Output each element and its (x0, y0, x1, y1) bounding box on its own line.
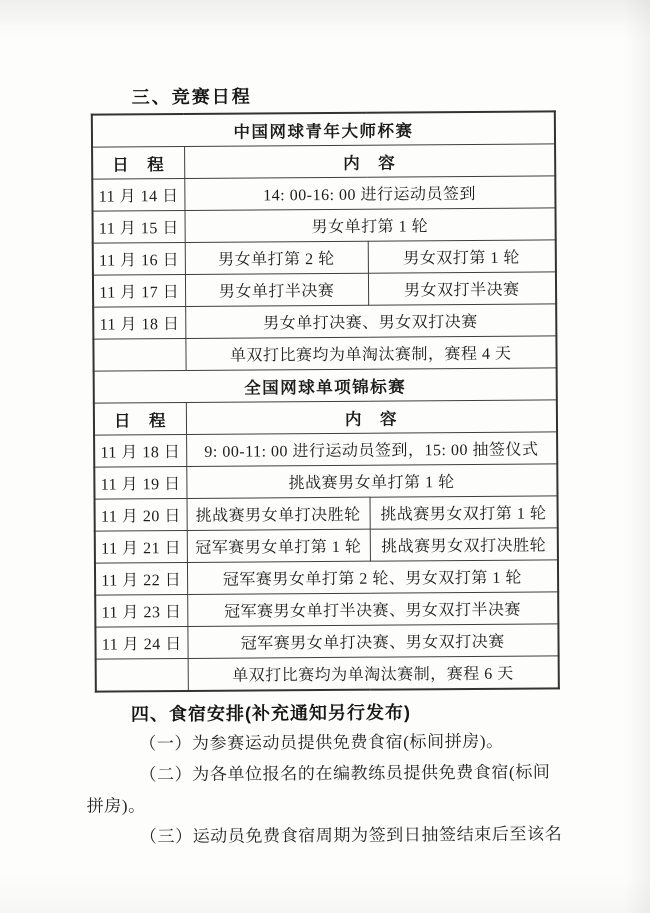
date-cell: 11 月 17 日 (93, 274, 185, 307)
section-heading-schedule: 三、竞赛日程 (131, 86, 252, 108)
table-row (94, 432, 557, 467)
date-cell: 11 月 23 日 (95, 594, 187, 627)
paragraph-line: 拼房)。 (86, 796, 146, 816)
date-cell: 11 月 18 日 (94, 434, 186, 467)
header-date: 日 程 (94, 402, 186, 435)
table-row (92, 111, 555, 147)
table-row (92, 176, 555, 211)
content-cell: 冠军赛男女单打半决赛、男女双打半决赛 (187, 592, 558, 627)
paragraph-3 (87, 818, 573, 852)
paragraph-1 (86, 725, 572, 759)
date-cell: 11 月 21 日 (95, 530, 187, 563)
schedule-table (91, 110, 560, 692)
note-cell: 单双打比赛均为单淘汰赛制，赛程 6 天 (188, 656, 559, 691)
date-cell: 11 月 18 日 (93, 306, 185, 339)
table-row (95, 496, 558, 531)
header-content: 内 容 (186, 400, 557, 435)
content-cell-right: 挑战赛男女双打第 1 轮 (370, 496, 558, 529)
content-cell-right: 男女双打第 1 轮 (368, 240, 556, 273)
tournament-title-masters: 中国网球青年大师杯赛 (92, 111, 555, 147)
content-cell-left: 男女单打第 2 轮 (185, 241, 368, 274)
paragraph-2 (86, 756, 572, 821)
content-cell-right: 男女双打半决赛 (368, 272, 556, 305)
date-cell: 11 月 24 日 (95, 626, 187, 659)
table-row (93, 272, 556, 307)
header-date: 日 程 (92, 146, 184, 179)
paragraph-line: （二）为各单位报名的在编教练员提供免费食宿(标间 (139, 762, 551, 785)
note-cell: 单双打比赛均为单淘汰赛制，赛程 4 天 (185, 336, 556, 371)
table-row (94, 368, 557, 403)
content-cell: 冠军赛男女单打第 2 轮、男女双打第 1 轮 (187, 560, 558, 595)
date-cell: 11 月 22 日 (95, 562, 187, 595)
table-row (94, 400, 557, 435)
empty-date-cell (96, 658, 188, 691)
section-heading-accommodation: 四、食宿安排(补充通知另行发布) (130, 702, 412, 725)
table-row (93, 336, 556, 371)
date-cell: 11 月 16 日 (93, 242, 185, 275)
date-cell: 11 月 19 日 (94, 466, 186, 499)
content-cell: 冠军赛男女单打决赛、男女双打决赛 (187, 624, 558, 659)
tournament-title-championships: 全国网球单项锦标赛 (94, 368, 557, 403)
header-content: 内 容 (184, 144, 555, 179)
date-cell: 11 月 15 日 (92, 210, 184, 243)
content-cell: 9: 00-11: 00 进行运动员签到，15: 00 抽签仪式 (186, 432, 557, 467)
content-cell-right: 挑战赛男女双打决胜轮 (370, 528, 558, 561)
date-cell: 11 月 20 日 (95, 498, 187, 531)
content-cell: 挑战赛男女单打第 1 轮 (186, 464, 557, 499)
table-row (95, 592, 558, 627)
table-row (95, 624, 558, 659)
table-row (93, 304, 556, 339)
content-cell-left: 冠军赛男女单打第 1 轮 (187, 529, 370, 562)
table-row (95, 528, 558, 563)
paragraph-line: （一）为参赛运动员提供免费食宿(标间拼房)。 (139, 731, 504, 754)
content-cell-left: 挑战赛男女单打决胜轮 (187, 497, 370, 530)
content-cell: 14: 00-16: 00 进行运动员签到 (184, 176, 555, 211)
table-row (92, 144, 555, 179)
accommodation-paragraphs (86, 725, 573, 852)
table-row (92, 208, 555, 243)
table-row (94, 464, 557, 499)
content-cell: 男女单打第 1 轮 (184, 208, 555, 243)
date-cell: 11 月 14 日 (92, 178, 184, 211)
content-cell-left: 男女单打半决赛 (185, 273, 368, 306)
paragraph-line: （三）运动员免费食宿周期为签到日抽签结束后至该名 (139, 824, 563, 847)
table-row (96, 656, 559, 692)
empty-date-cell (93, 338, 185, 371)
table-row (93, 240, 556, 275)
content-cell: 男女单打决赛、男女双打决赛 (185, 304, 556, 339)
table-row (95, 560, 558, 595)
